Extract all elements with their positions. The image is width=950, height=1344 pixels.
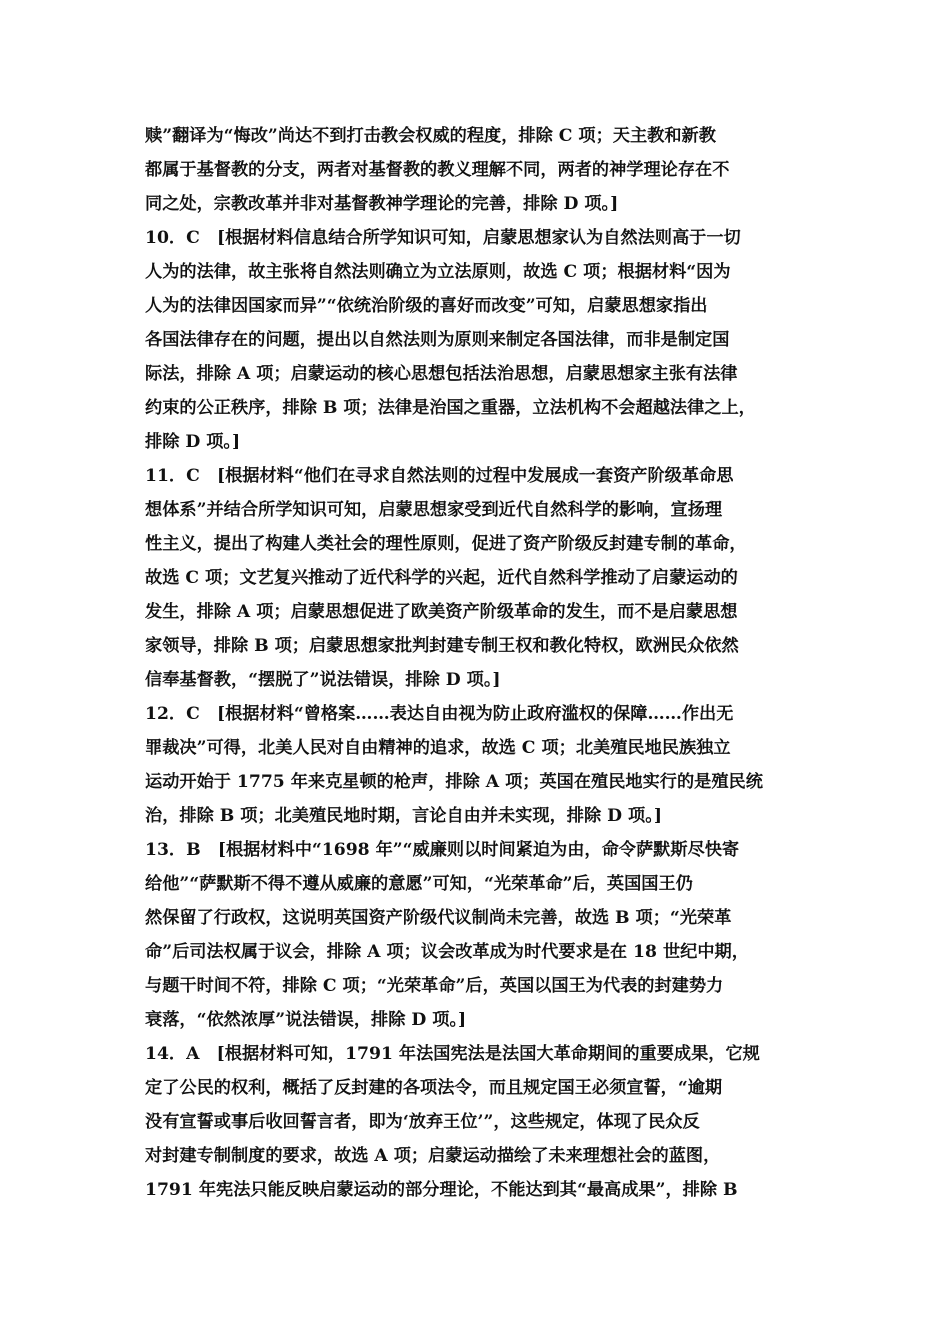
text-line: 治，排除 B 项；北美殖民地时期，言论自由并未实现，排除 D 项。] [145, 806, 662, 826]
text-line: 性主义，提出了构建人类社会的理性原则，促进了资产阶级反封建专制的革命， [145, 534, 747, 554]
answer-explanations [145, 119, 817, 1207]
text-line: 罪裁决”可得，北美人民对自由精神的追求，故选 C 项；北美殖民地民族独立 [145, 738, 731, 758]
text-line: 家领导，排除 B 项；启蒙思想家批判封建专制王权和教化特权，欧洲民众依然 [145, 636, 739, 656]
text-line: 排除 D 项。] [145, 432, 241, 452]
text-line: 发生，排除 A 项；启蒙思想促进了欧美资产阶级革命的发生，而不是启蒙思想 [145, 602, 738, 622]
text-line: 然保留了行政权，这说明英国资产阶级代议制尚未完善，故选 B 项；“光荣革 [145, 908, 732, 928]
text-line: 命”后司法权属于议会，排除 A 项；议会改革成为时代要求是在 18 世纪中期， [145, 942, 749, 962]
text-line: 给他”“萨默斯不得不遵从威廉的意愿”可知，“光荣革命”后，英国国王仍 [145, 874, 693, 894]
answer-13-first-line: 13．B [根据材料中“1698 年”“威廉则以时间紧迫为由，命令萨默斯尽快寄 [145, 840, 740, 860]
text-line: 各国法律存在的问题，提出以自然法则为原则来制定各国法律，而非是制定国 [145, 330, 730, 350]
text-line: 故选 C 项；文艺复兴推动了近代科学的兴起，近代自然科学推动了启蒙运动的 [145, 568, 738, 588]
text-line: 想体系”并结合所学知识可知，启蒙思想家受到近代自然科学的影响，宣扬理 [145, 500, 723, 520]
text-line: 约束的公正秩序，排除 B 项；法律是治国之重器，立法机构不会超越法律之上， [145, 398, 756, 418]
text-line: 1791 年宪法只能反映启蒙运动的部分理论，不能达到其“最高成果”，排除 B [145, 1180, 738, 1200]
text-line: 际法，排除 A 项；启蒙运动的核心思想包括法治思想，启蒙思想家主张有法律 [145, 364, 738, 384]
text-line: 人为的法律，故主张将自然法则确立为立法原则，故选 C 项；根据材料“因为 [145, 262, 731, 282]
text-line: 人为的法律因国家而异”“依统治阶级的喜好而改变”可知，启蒙思想家指出 [145, 296, 708, 316]
answer-10-first-line: 10．C [根据材料信息结合所学知识可知，启蒙思想家认为自然法则高于一切 [145, 228, 741, 248]
answer-14-first-line: 14．A [根据材料可知，1791 年法国宪法是法国大革命期间的重要成果，它规 [145, 1044, 760, 1064]
text-line: 赎”翻译为“悔改”尚达不到打击教会权威的程度，排除 C 项；天主教和新教 [145, 126, 716, 146]
text-line: 信奉基督教，“摆脱了”说法错误，排除 D 项。] [145, 670, 501, 690]
answer-11-first-line: 11．C [根据材料“他们在寻求自然法则的过程中发展成一套资产阶级革命思 [145, 466, 734, 486]
text-line: 对封建专制制度的要求，故选 A 项；启蒙运动描绘了未来理想社会的蓝图， [145, 1146, 721, 1166]
text-line: 衰落，“依然浓厚”说法错误，排除 D 项。] [145, 1010, 467, 1030]
answer-12-first-line: 12．C [根据材料“曾格案……表达自由视为防止政府滥权的保障……作出无 [145, 704, 734, 724]
text-line: 与题干时间不符，排除 C 项；“光荣革命”后，英国以国王为代表的封建势力 [145, 976, 724, 996]
text-line: 定了公民的权利，概括了反封建的各项法令，而且规定国王必须宣誓，“逾期 [145, 1078, 723, 1098]
text-line: 运动开始于 1775 年来克星顿的枪声，排除 A 项；英国在殖民地实行的是殖民统 [145, 772, 763, 792]
text-line: 都属于基督教的分支，两者对基督教的教义理解不同，两者的神学理论存在不 [145, 160, 730, 180]
text-line: 没有宣誓或事后收回誓言者，即为‘放弃王位’”，这些规定，体现了民众反 [145, 1112, 700, 1132]
text-line: 同之处，宗教改革并非对基督教神学理论的完善，排除 D 项。] [145, 194, 619, 214]
